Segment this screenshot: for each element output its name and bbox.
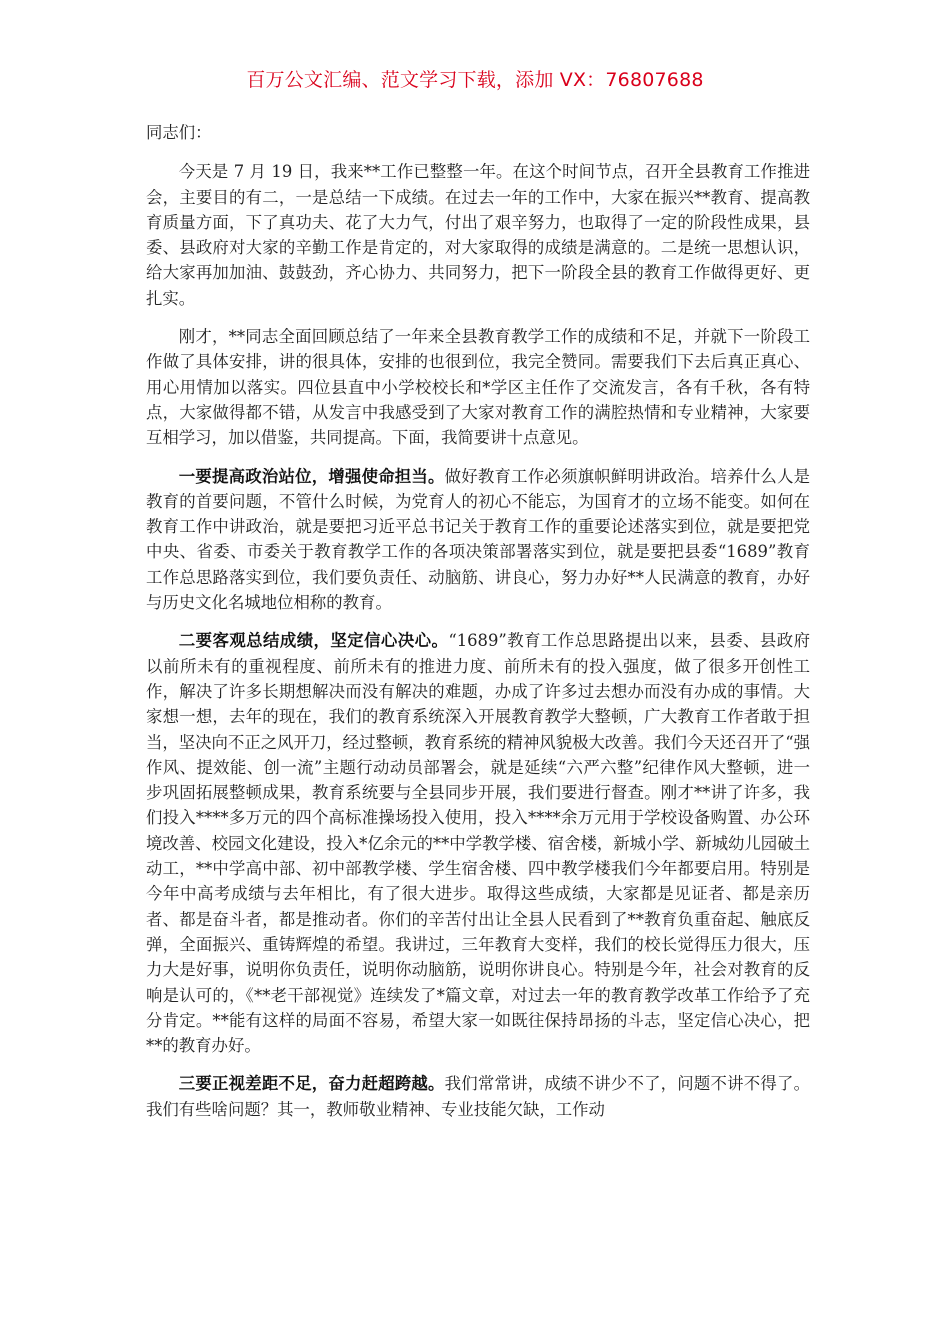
speech-body xyxy=(146,120,810,1135)
paragraph-point-1 xyxy=(146,464,810,616)
point-heading: 一要提高政治站位，增强使命担当。 xyxy=(178,466,445,486)
paragraph-review xyxy=(146,324,810,450)
paragraph-point-2 xyxy=(146,628,810,1058)
paragraph-intro xyxy=(146,159,810,311)
salutation: 同志们： xyxy=(146,123,212,142)
paragraph-text: “1689”教育工作总思路提出以来，县委、县政府以前所未有的重视程度、前所未有的推进力度、前所未有的投入强度，做了很多开创性工作，解决了许多长期想解决而没有解决的难题，办成了许多过去想办而没有办成的事情。大家想一想，去年的现在，我们的教育系统深入开展教育教学大整顿，广大教育工作者敢于担当，坚决向不正之风开刀，经过整顿，教育系统的精神风貌极大改善。我们今天还召开了“强作风、提效能、创一流”主题行动动员部署会，就是延续“六严六整”纪律作风大整顿，进一步巩固拓展整顿成果，教育系统要与全县同步开展，我们要进行督查。刚才**讲了许多，我们投入****多万元的四个高标准操场投入使用，投入****余万元用于学校设备购置、办公环境改善、校园文化建设，投入*亿余元的**中学教学楼、宿舍楼，新城小学、新城幼儿园破土动工，**中学高中部、初中部教学楼、学生宿舍楼、四中教学楼我们今年都要启用。特别是今年中高考成绩与去年相比，有了很大进步。取得这些成绩，大家都是见证者、都是亲历者、都是奋斗者，都是推动者。你们的辛苦付出让全县人民看到了**教育负重奋起、触底反弹，全面振兴、重铸辉煌的希望。我讲过，三年教育大变样，我们的校长觉得压力很大，压力大是好事，说明你负责任，说明你动脑筋，说明你讲良心。特别是今年，社会对教育的反响是认可的，《**老干部视觉》连续发了*篇文章，对过去一年的教育教学改革工作给予了充分肯定。**能有这样的局面不容易，希望大家一如既往保持昂扬的斗志，坚定信心决心，把**的教育办好。 xyxy=(146,631,811,1056)
paragraph-text: 刚才，**同志全面回顾总结了一年来全县教育教学工作的成绩和不足，并就下一阶段工作做了具体安排，讲的很具体，安排的也很到位，我完全赞同。需要我们下去后真正真心、用心用情加以落实。四位县直中小学校校长和*学区主任作了交流发言，各有千秋，各有特点，大家做得都不错，从发言中我感受到了大家对教育工作的满腔热情和专业精神，大家要互相学习，加以借鉴，共同提高。下面，我简要讲十点意见。 xyxy=(146,327,810,448)
paragraph-point-3 xyxy=(146,1071,810,1122)
paragraph-text: 我们常常讲，成绩不讲少不了，问题不讲不得了。我们有些啥问题？其一，教师敬业精神、专业技能欠缺，工作动 xyxy=(146,1074,811,1119)
point-heading: 三要正视差距不足，奋力赶超跨越。 xyxy=(178,1074,445,1094)
paragraph-text: 做好教育工作必须旗帜鲜明讲政治。培养什么人是教育的首要问题，不管什么时候，为党育人的初心不能忘，为国育才的立场不能变。如何在教育工作中讲政治，就是要把习近平总书记关于教育工作的重要论述落实到位，就是要把党中央、省委、市委关于教育教学工作的各项决策部署落实到位，就是要把县委“1689”教育工作总思路落实到位，我们要负责任、动脑筋、讲良心，努力办好**人民满意的教育，办好与历史文化名城地位相称的教育。 xyxy=(146,466,811,613)
paragraph-text: 今天是 7 月 19 日，我来**工作已整整一年。在这个时间节点，召开全县教育工作推进会，主要目的有二，一是总结一下成绩。在过去一年的工作中，大家在振兴**教育、提高教育质量方面，下了真功夫、花了大力气，付出了艰辛努力，也取得了一定的阶段性成果，县委、县政府对大家的辛勤工作是肯定的，对大家取得的成绩是满意的。二是统一思想认识，给大家再加加油、鼓鼓劲，齐心协力、共同努力，把下一阶段全县的教育工作做得更好、更扎实。 xyxy=(146,162,810,308)
promo-banner: 百万公文汇编、范文学习下载，添加 VX：76807688 xyxy=(246,69,704,91)
point-heading: 二要客观总结成绩，坚定信心决心。 xyxy=(178,631,449,651)
